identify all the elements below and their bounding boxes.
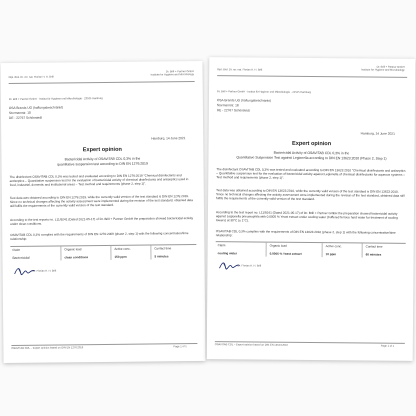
- table-cell-active-conc: 10 ppm: [325, 252, 337, 257]
- recipient-line-1: OSA Brands UG (haftungsbeschränkt): [216, 98, 272, 103]
- letterhead: Dipl.-Biol. Dr. rer. nat. Florian H. H. Brill: [217, 68, 263, 72]
- table-header-active-conc: Active conc.: [114, 246, 131, 251]
- table-cell-claim: Bactericidal: [12, 255, 30, 260]
- footer-text: OSAVITAB CDL – Expert opinion based on DIN EN 13623:2010: [214, 343, 289, 347]
- paragraph-2: Test data was obtained according to DIN EN 1276:2019, while the currently valid version of the test standard is DIN EN 1276:2019. Since no technical changes affecting the activity assessment were implemented during the revision of the test standard, obtained data still fulfils the requirements of the currently valid version of the test standard.: [9, 194, 194, 209]
- table-divider: [60, 246, 61, 260]
- table-header-organic-load: Organic load: [269, 243, 287, 248]
- paragraph-4: OSAVITAB CDL 0,3% complies with the requirements of DIN EN 13623:2010 (phase 2, step 1) with the following concentration/time relationship:: [215, 229, 396, 238]
- place-date: Hamburg, 14 June 2021: [360, 131, 395, 136]
- paragraph-4: OSAVITAB CDL 0,3% complies with the requirements of DIN EN 1276:2009 (phase 2, step 1) with the following concentration/time relationship:: [10, 231, 189, 242]
- letterhead-rule: [217, 75, 407, 78]
- table-cell-contact-time: 5 minutes: [154, 254, 169, 259]
- table-cell-contact-time: 60 minutes: [365, 252, 382, 257]
- recipient-line-1: OSA Brands UG (haftungsbeschränkt): [8, 105, 63, 110]
- table-header-organic-load: Organic load: [64, 247, 82, 252]
- document-title: Expert opinion: [291, 140, 332, 148]
- document-subtitle-1: Bactericidal Activity of OSAVITAB CDL 0,3% in the: [273, 150, 350, 156]
- document-title: Expert opinion: [82, 146, 122, 154]
- table-divider: [322, 243, 323, 257]
- table-header-active-conc: Active conc.: [325, 244, 342, 249]
- recipient-line-2: Stormarnstr. 18: [216, 103, 239, 108]
- recipient-line-3: DE - 22767 Schönstedt: [216, 108, 250, 113]
- signature-name: Dr. Florian H. H. Brill: [32, 269, 57, 273]
- table-divider: [150, 245, 151, 259]
- expert-opinion-letter-left: [0, 61, 205, 363]
- sender-line: Dr. Brill + Partner GmbH · Institut für Hygiene und Mikrobiologie · 22525 Hamburg: [8, 96, 103, 101]
- letterhead-rule: [9, 81, 195, 84]
- letterhead-institute: Dr. Brill + Partner GmbH Institute for Hygiene and Microbiology: [361, 65, 405, 72]
- table-cell-claim: cooling water: [217, 251, 237, 256]
- letterhead-institute: Dr. Brill + Partner GmbH Institute for Hygiene and Microbiology: [150, 70, 194, 77]
- table-header-claim: Claim: [12, 247, 21, 252]
- table-cell-organic-load: 0.0005 % Yeast extract: [269, 251, 302, 256]
- document-subtitle-2: quantitative suspension test according to DIN EN 1276:2019: [57, 161, 148, 167]
- signature-name: Dr. Florian H. H. Brill: [237, 264, 262, 268]
- footer-text: OSAVITAB CDL – Expert opinion based on DIN EN 1276:2019: [11, 346, 84, 350]
- table-cell-organic-load: clean conditions: [64, 255, 89, 260]
- page-number: Page 1 of 1: [380, 344, 395, 348]
- paragraph-1: The disinfectant OSAVITAB CDL 0,3% was tested and evaluated according to DIN EN 1276:2019 "Chemical disinfectants and antiseptics – Quantitative suspension test for the evaluation of bactericidal activity of chemical disinfectants and antiseptics used in food, industrial, domestic and institutional areas – Test method and requirements (phase 2, step 1)".: [9, 173, 189, 188]
- letterhead: Dipl.-Biol. Dr. rer. nat. Florian H. H. Brill: [8, 75, 54, 79]
- expert-opinion-letter-right: [207, 57, 416, 361]
- table-divider: [266, 243, 267, 257]
- table-top-rule: [216, 241, 406, 244]
- footer-rule: [11, 343, 197, 346]
- sender-line: Dr. Brill + Partner GmbH · Institut für Hygiene und Mikrobiologie · 22525 Hamburg: [217, 90, 311, 94]
- paragraph-1: The disinfectant OSAVITAB CDL 0,3% was tested and evaluated according to DIN EN 13623:2010 "Chemical disinfectants and antiseptics – Quantitative suspension test for the evaluation of bactericidal activity against Legionella of chemical disinfectants for aqueous systems – Test method and requirements (phase 2, step 1)".: [216, 167, 406, 181]
- place-date: Hamburg, 14 June 2021: [151, 136, 186, 141]
- document-subtitle-1: Bactericidal Activity of OSAVITAB CDL 0,3% in the: [64, 156, 141, 162]
- table-header-claim: Claim: [217, 243, 226, 248]
- recipient-line-2: Stormarnstr. 18: [8, 110, 31, 115]
- paragraph-3: According to the test report no. L11/9241 (Dated 2021-05-17) of Dr. Brill + Partner GmbH the preparation showed bactericidal activity against Legionella pneumophila with 0.0005 % Yeast extract under cooling water (buffered ferrous hard water for treatment of cooling towers) at 30°C (± 1°C).: [215, 210, 398, 223]
- paragraph-2: Test data was obtained according to DIN EN 13623:2010, while the currently valid version of the test standard is DIN EN 13623:2010. Since no technical changes affecting the activity assessment were implemented during the revision of the test standard, obtained data still fulfils the requirements of the currently valid version of the test standard.: [216, 188, 405, 202]
- table-header-contact-time: Contact time: [154, 246, 172, 251]
- document-subtitle-2: Quantitative Suspension Test against Legionella according to DIN EN 13623:2010 (Phase 2, Step 1): [236, 155, 387, 161]
- recipient-line-3: DE - 22767 Schönstedt: [8, 115, 42, 120]
- table-cell-active-conc: 150 ppm: [114, 254, 127, 259]
- page-number: Page 1 of 1: [173, 345, 187, 349]
- table-header-contact-time: Contact time: [365, 244, 383, 249]
- paragraph-3: According to the test reports no. L11/9241 (Dated 2021-05-17) of Dr. Brill + Partner GmbH the preparation showed bactericidal activity under clean conditions.: [10, 216, 194, 227]
- table-divider: [362, 243, 363, 257]
- table-divider: [110, 246, 111, 260]
